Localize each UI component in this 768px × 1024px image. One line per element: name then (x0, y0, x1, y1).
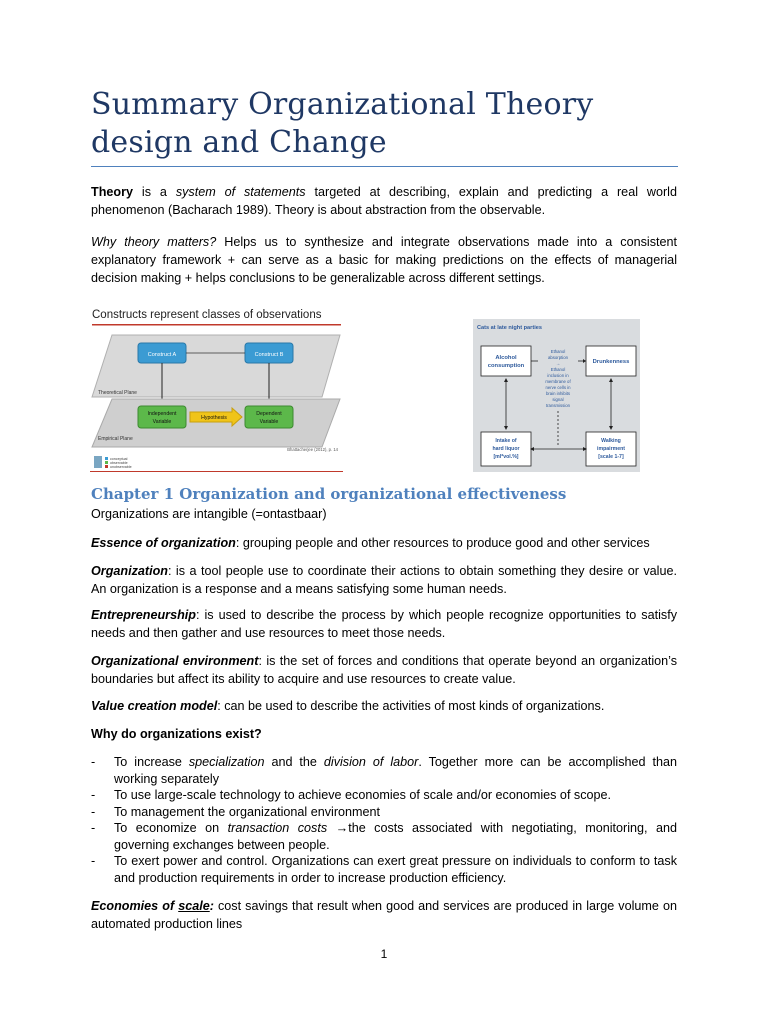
university-logo (94, 456, 102, 468)
why-theory-matters: Why theory matters? Helps us to synthesize and integrate observations made into a consistent explanatory framework + can serve as a basic for making predictions on the effects of managerial decision making + helps conclusions to be generalizable across different settings. (91, 235, 677, 285)
svg-text:transmission: transmission (545, 403, 571, 408)
svg-text:brain inhibits: brain inhibits (545, 391, 571, 396)
economies-of-scale-definition: Economies of scale: cost savings that result when good and services are produced in large volume on automated production lines (91, 899, 677, 931)
construct-b-label: Construct B (254, 352, 284, 358)
page-number: 1 (380, 947, 388, 961)
cats-figure (473, 319, 640, 472)
figure-title-rule (92, 324, 341, 326)
list-item: - To management the organizational environment (91, 804, 381, 819)
hypothesis-label: Hypothesis (201, 415, 227, 421)
reasons-list (91, 754, 677, 886)
figure1-citation: Bhattacherjee (2012), p. 14 (287, 447, 338, 452)
entrepreneurship-definition: Entrepreneurship: is used to describe the process by which people recognize opportunities to satisfy needs and then gather and use resources to meet those needs. (91, 608, 677, 640)
title-underline (91, 166, 678, 167)
list-item: - To increase specialization and the division of labor. Together more can be accomplished than working separately (91, 755, 677, 786)
svg-text:Intake of: Intake of (495, 438, 517, 444)
empirical-plane-label: Empirical Plane (98, 436, 133, 442)
theoretical-plane (92, 335, 340, 397)
list-item: - To use large-scale technology to achieve economies of scale and/or economies of scope. (91, 788, 612, 802)
document-title: Summary Organizational Theory design and Change (91, 87, 594, 160)
svg-text:Ethanol: Ethanol (550, 349, 566, 354)
theoretical-plane-label: Theoretical Plane (98, 390, 137, 396)
alcohol-consumption-box (481, 346, 531, 376)
svg-text:Alcohol: Alcohol (495, 355, 517, 361)
svg-text:membrane of: membrane of (545, 379, 571, 384)
why-theory-question: Why theory matters? (91, 235, 217, 249)
constructs-figure-title: Constructs represent classes of observations (92, 309, 322, 321)
svg-text:[scale 1-7]: [scale 1-7] (598, 454, 624, 460)
independent-label-2: Variable (152, 419, 172, 425)
legend-observable: observable (110, 461, 128, 465)
svg-text:signal: signal (552, 397, 564, 402)
svg-text:→: → (555, 361, 561, 366)
legend-conceptual: conceptual (110, 457, 128, 461)
essence-definition: Essence of organization: grouping people and other resources to produce good and other services (91, 536, 650, 550)
value-model-definition: Value creation model: can be used to describe the activities of most kinds of organizations. (91, 699, 605, 713)
svg-text:[ml*vol.%]: [ml*vol.%] (493, 454, 519, 460)
svg-text:nerve cells in: nerve cells in (545, 385, 571, 390)
list-item: - To economize on transaction costs →the costs associated with negotiating, monitoring, and governing exchanges between people. (91, 821, 677, 852)
theory-term: Theory (91, 185, 133, 199)
constructs-figure (90, 305, 343, 473)
svg-text:hard liquor: hard liquor (492, 446, 520, 452)
construct-a-label: Construct A (147, 352, 177, 358)
organization-definition: Organization: is a tool people use to coordinate their actions to obtain something they desire or value. An organization is a response and a means satisfying some human needs. (91, 564, 677, 596)
svg-text:Ethanol: Ethanol (550, 367, 566, 372)
organizations-intangible: Organizations are intangible (=ontastbaar) (91, 507, 327, 521)
svg-text:inclusion in: inclusion in (547, 373, 569, 378)
svg-text:impairment: impairment (597, 446, 625, 452)
chapter-1-heading: Chapter 1 Organization and organizational effectiveness (91, 485, 567, 503)
svg-text:Walking: Walking (601, 438, 621, 444)
environment-definition: Organizational environment: is the set of forces and conditions that operate beyond an organization’s boundaries but affect its ability to acquire and use resources to create value. (91, 654, 677, 686)
legend-unobservable: unobservable (110, 465, 132, 469)
independent-label-1: Independent (147, 411, 177, 417)
svg-text:consumption: consumption (487, 363, 525, 369)
cats-figure-title: Cats at late night parties (477, 325, 542, 331)
dependent-label-2: Variable (259, 419, 279, 425)
list-item: - To exert power and control. Organizations can exert great pressure on individuals to conform to task and production requirements in order to increase production efficiency. (91, 854, 677, 885)
system-of-statements: system of statements (175, 185, 306, 199)
dependent-label-1: Dependent (256, 411, 282, 417)
why-organizations-exist: Why do organizations exist? (91, 727, 262, 741)
svg-text:Drunkenness: Drunkenness (592, 359, 630, 365)
theory-definition: Theory is a system of statements targeted at describing, explain and predicting a real world phenomenon (Bacharach 1989). Theory is about abstraction from the observable. (91, 185, 677, 217)
svg-text:absorption: absorption (547, 355, 569, 360)
